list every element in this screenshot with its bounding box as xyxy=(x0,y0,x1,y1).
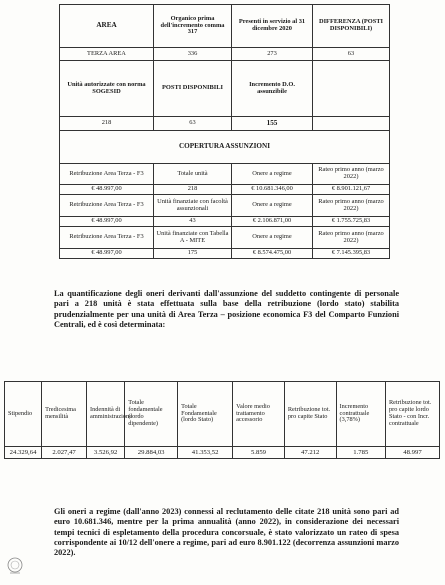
header-cell: Tredicesima mensilità xyxy=(42,382,87,447)
table-cell: Retribuzione Area Terza - F3 xyxy=(60,195,154,217)
table-cell: TERZA AREA xyxy=(60,48,154,61)
table-cell: 273 xyxy=(232,48,313,61)
header-cell: Totale Fondamentale (lordo Stato) xyxy=(178,382,233,447)
table-cell: € 8.901.121,67 xyxy=(313,185,390,195)
table-row xyxy=(60,61,390,117)
table-cell: € 48.997,00 xyxy=(60,217,154,227)
header-cell: Retribuzione tot. pro capite lordo Stato - con Incr. contrattuale xyxy=(385,382,439,447)
table-cell: 43 xyxy=(154,217,232,227)
empty-cell xyxy=(313,117,390,131)
table-cell: 63 xyxy=(313,48,390,61)
table-cell: 5.859 xyxy=(233,447,285,459)
table-cell: 24.329,64 xyxy=(5,447,42,459)
staffing-table xyxy=(59,4,390,259)
table-cell: € 48.997,00 xyxy=(60,185,154,195)
table-cell: 48.997 xyxy=(385,447,439,459)
table-cell: € 48.997,00 xyxy=(60,249,154,259)
table-row xyxy=(60,227,390,249)
table-row xyxy=(5,382,440,447)
table-cell: Onere a regime xyxy=(232,195,313,217)
table-cell: € 2.106.871,00 xyxy=(232,217,313,227)
table-cell: 63 xyxy=(154,117,232,131)
table-row xyxy=(60,131,390,164)
header-cell: Totale fondamentale (lordo dipendente) xyxy=(125,382,178,447)
table-cell: Retribuzione Area Terza - F3 xyxy=(60,164,154,185)
table-cell: € 1.755.725,83 xyxy=(313,217,390,227)
table-cell: 336 xyxy=(154,48,232,61)
table-cell: € 8.574.475,00 xyxy=(232,249,313,259)
table-cell: Onere a regime xyxy=(232,164,313,185)
table-cell: Unità finanziate con facoltà assunzionali xyxy=(154,195,232,217)
table-cell: € 10.681.346,00 xyxy=(232,185,313,195)
header-cell: AREA xyxy=(60,5,154,48)
table-cell: 175 xyxy=(154,249,232,259)
header-cell: Incremento D.O. assunzibile xyxy=(232,61,313,117)
header-cell: Organico prima dell'incremento comma 317 xyxy=(154,5,232,48)
table-cell: Totale unità xyxy=(154,164,232,185)
table-row xyxy=(60,195,390,217)
table-cell: 3.526,92 xyxy=(87,447,125,459)
header-cell: Stipendio xyxy=(5,382,42,447)
table-row xyxy=(60,48,390,61)
table-row xyxy=(60,217,390,227)
table-cell: 29.884,03 xyxy=(125,447,178,459)
table-cell: Rateo primo anno (marzo 2022) xyxy=(313,164,390,185)
table-cell: 218 xyxy=(60,117,154,131)
table-row xyxy=(60,249,390,259)
header-cell: Valore medio trattamento accessorio xyxy=(233,382,285,447)
paragraph-quantificazione: La quantificazione degli oneri derivanti dall'assunzione del suddetto contingente di personale pari a 218 unità è stata effettuata sulla base della retribuzione (lordo stato) stabilita prudenzialmente per una unità di Area Terza – posizione economica F3 del Comparto Funzioni Centrali, ed è così determinata: xyxy=(54,289,399,329)
header-cell: Incremento contrattuale (3,78%) xyxy=(336,382,385,447)
header-cell: Presenti in servizio al 31 dicembre 2020 xyxy=(232,5,313,48)
header-cell: DIFFERENZA (POSTI DISPONIBILI) xyxy=(313,5,390,48)
header-cell: Retribuzione tot. pro capite Stato xyxy=(284,382,336,447)
table-cell: 47.212 xyxy=(284,447,336,459)
table-row xyxy=(60,185,390,195)
table-cell: 155 xyxy=(232,117,313,131)
empty-cell xyxy=(313,61,390,117)
table-row xyxy=(60,117,390,131)
header-cell: Unità autorizzate con norma SOGESID xyxy=(60,61,154,117)
table-cell: 2.027,47 xyxy=(42,447,87,459)
table-cell: Onere a regime xyxy=(232,227,313,249)
table-cell: Unità finanziate con Tabella A - MITE xyxy=(154,227,232,249)
table-cell: Rateo primo anno (marzo 2022) xyxy=(313,227,390,249)
table-cell: Retribuzione Area Terza - F3 xyxy=(60,227,154,249)
table-cell: € 7.145.395,83 xyxy=(313,249,390,259)
table-cell: 1.785 xyxy=(336,447,385,459)
paragraph-oneri: Gli oneri a regime (dall'anno 2023) connessi al reclutamento delle citate 218 unità sono pari ad euro 10.681.346, mentre per la prima annualità (anno 2022), in considerazione dei necessari tempi tecnici di espletamento della procedura concorsuale, è stato valorizzato un rateo di spesa corrispondente ai 10/12 dell'onere a regime, pari ad euro 8.901.122 (decorrenza assunzioni marzo 2022). xyxy=(54,507,399,558)
header-cell: Indennità di amministrazione xyxy=(87,382,125,447)
table-cell: 41.353,52 xyxy=(178,447,233,459)
table-row xyxy=(60,5,390,48)
table-row xyxy=(5,447,440,459)
copertura-title: COPERTURA ASSUNZIONI xyxy=(60,131,390,164)
table-cell: Rateo primo anno (marzo 2022) xyxy=(313,195,390,217)
seal-icon xyxy=(6,556,24,576)
table-row xyxy=(60,164,390,185)
table-cell: 218 xyxy=(154,185,232,195)
retribuzione-table xyxy=(4,381,440,459)
header-cell: POSTI DISPONIBILI xyxy=(154,61,232,117)
